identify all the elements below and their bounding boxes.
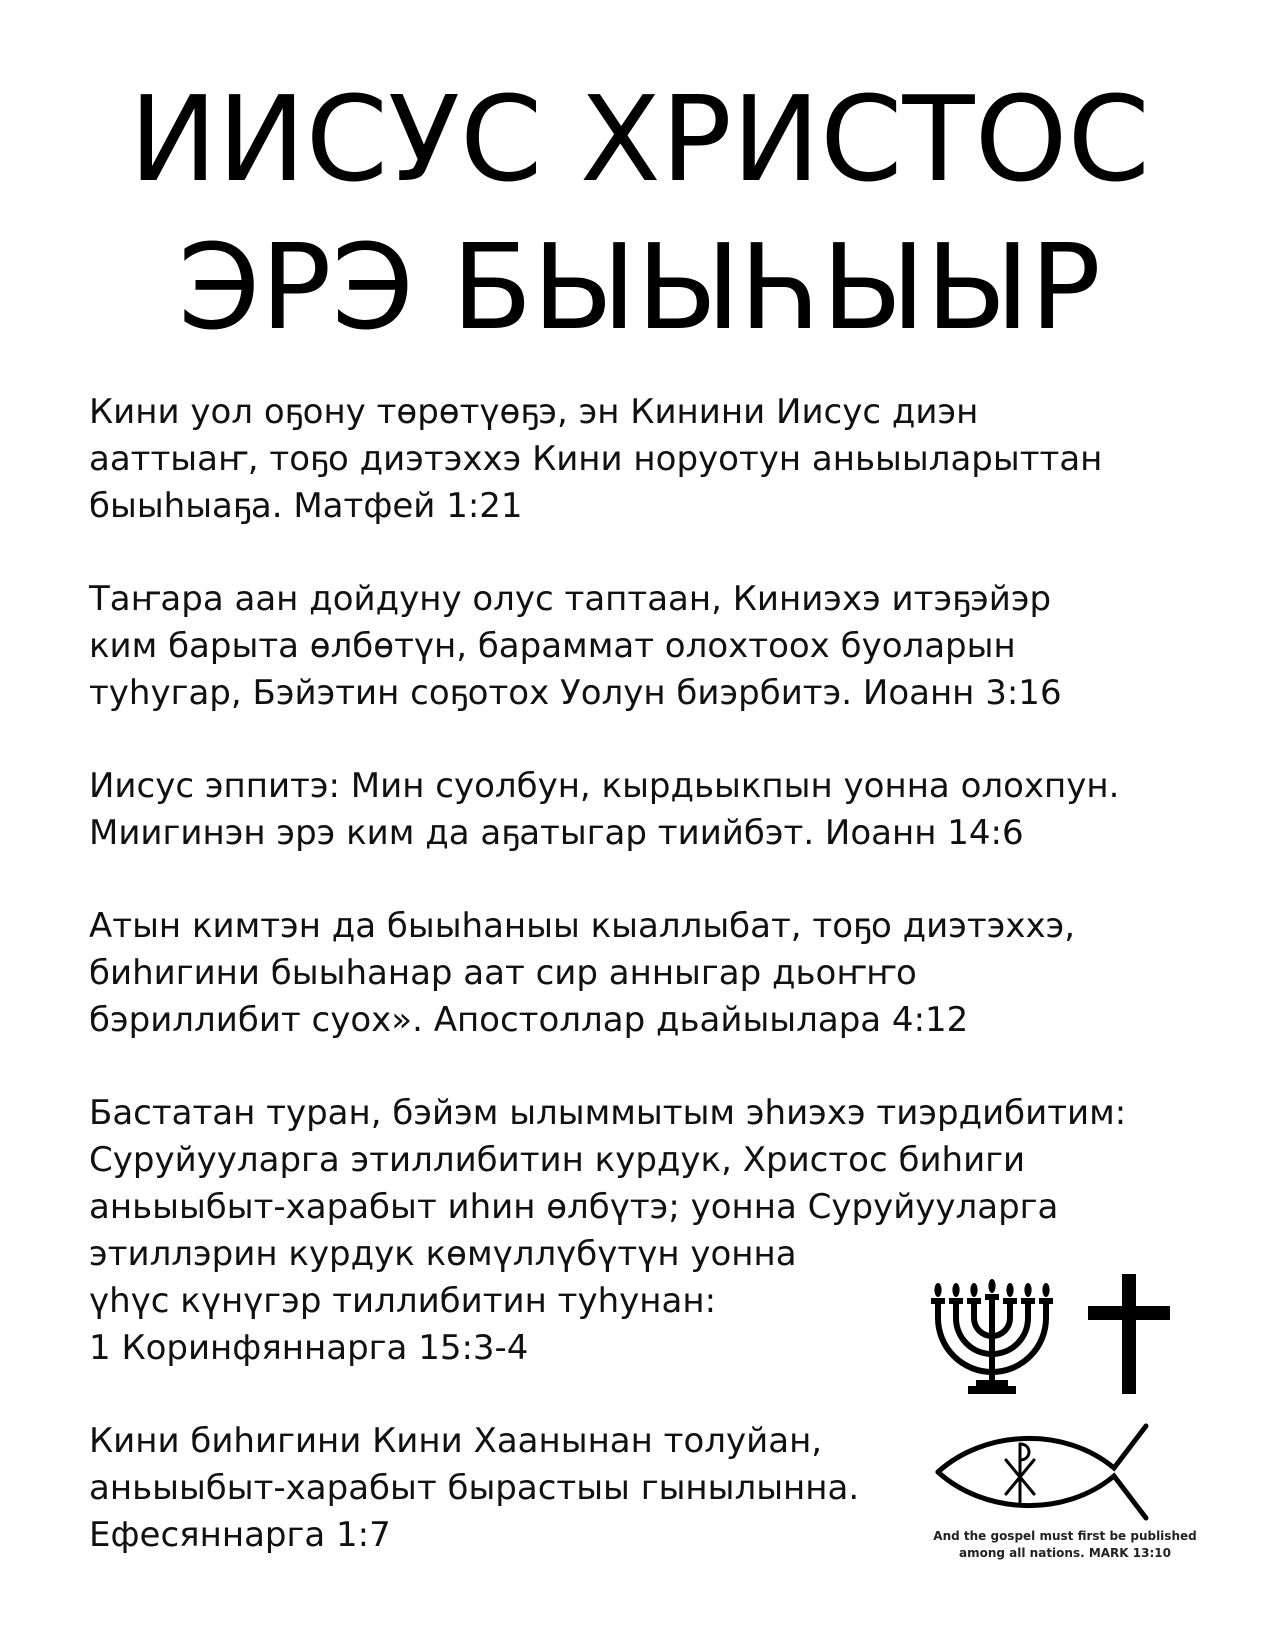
verse-line: туһугар, Бэйэтин соҕотох Уолун биэрбитэ. Иоанн 3:16 — [89, 673, 1062, 713]
menorah-icon — [930, 1274, 1060, 1404]
verse-john-3-16 — [89, 576, 1239, 717]
verse-line: биһигини быыһанар аат сир анныгар дьоҥҥо — [89, 953, 917, 993]
verse-line: Кини биһигини Кини Хаанынан толуйан, — [89, 1421, 823, 1461]
verse-line: Таҥара аан дойдуну олус таптаан, Киниэхэ итэҕэйэр — [89, 579, 1052, 619]
caption-line: And the gospel must first be published — [933, 1529, 1197, 1543]
verse-line: этиллэрин курдук көмүллүбүтүн уонна — [89, 1234, 797, 1274]
verse-line: бэриллибит суох». Апостоллар дьайыылара 4:12 — [89, 1000, 969, 1040]
verse-matthew-1-21 — [89, 389, 1239, 530]
verse-line: Миигинэн эрэ ким да аҕатыгар тиийбэт. Иоанн 14:6 — [89, 813, 1024, 853]
verse-line: Атын кимтэн да быыһаныы кыаллыбат, тоҕо диэтэххэ, — [89, 906, 1076, 946]
faith-emblems — [930, 1274, 1200, 1574]
ichthys-chi-rho-icon — [934, 1422, 1150, 1522]
verse-john-14-6 — [89, 763, 1239, 857]
verse-line: аньыыбыт-харабыт бырастыы гынылынна. — [89, 1468, 860, 1508]
verse-line: быыһыаҕа. Матфей 1:21 — [89, 486, 523, 526]
verse-line: Иисус эппитэ: Мин суолбун, кырдьыкпын уонна олохпун. — [89, 766, 1120, 806]
mark-13-10-caption — [930, 1528, 1200, 1562]
verse-line: аньыыбыт-харабыт иһин өлбүтэ; уонна Суруйууларга — [89, 1187, 1059, 1227]
caption-line: among all nations. MARK 13:10 — [959, 1546, 1171, 1560]
verse-line: Ефесяннарга 1:7 — [89, 1515, 391, 1555]
verse-line: Бастатан туран, бэйэм ылыммытым эһиэхэ тиэрдибитим: — [89, 1093, 1127, 1133]
verse-line: Суруйууларга этиллибитин курдук, Христос биһиги — [89, 1140, 1026, 1180]
verse-line: 1 Коринфяннарга 15:3-4 — [89, 1328, 529, 1368]
verse-line: Кини уол оҕону төрөтүөҕэ, эн Кинини Иисус диэн — [89, 392, 979, 432]
verse-line: ааттыаҥ, тоҕо диэтэххэ Кини норуотун аньыыларыттан — [89, 439, 1103, 479]
verse-line: ким барыта өлбөтүн, бараммат олохтоох буоларын — [89, 626, 1016, 666]
verse-line: үһүс күнүгэр тиллибитин туһунан: — [89, 1281, 717, 1321]
page-title-line-1: ИИСУС ХРИСТОС — [129, 70, 1150, 208]
cross-icon — [1088, 1274, 1170, 1394]
page-title-line-2: ЭРЭ БЫЫҺЫЫР — [178, 218, 1101, 356]
verse-acts-4-12 — [89, 903, 1239, 1044]
